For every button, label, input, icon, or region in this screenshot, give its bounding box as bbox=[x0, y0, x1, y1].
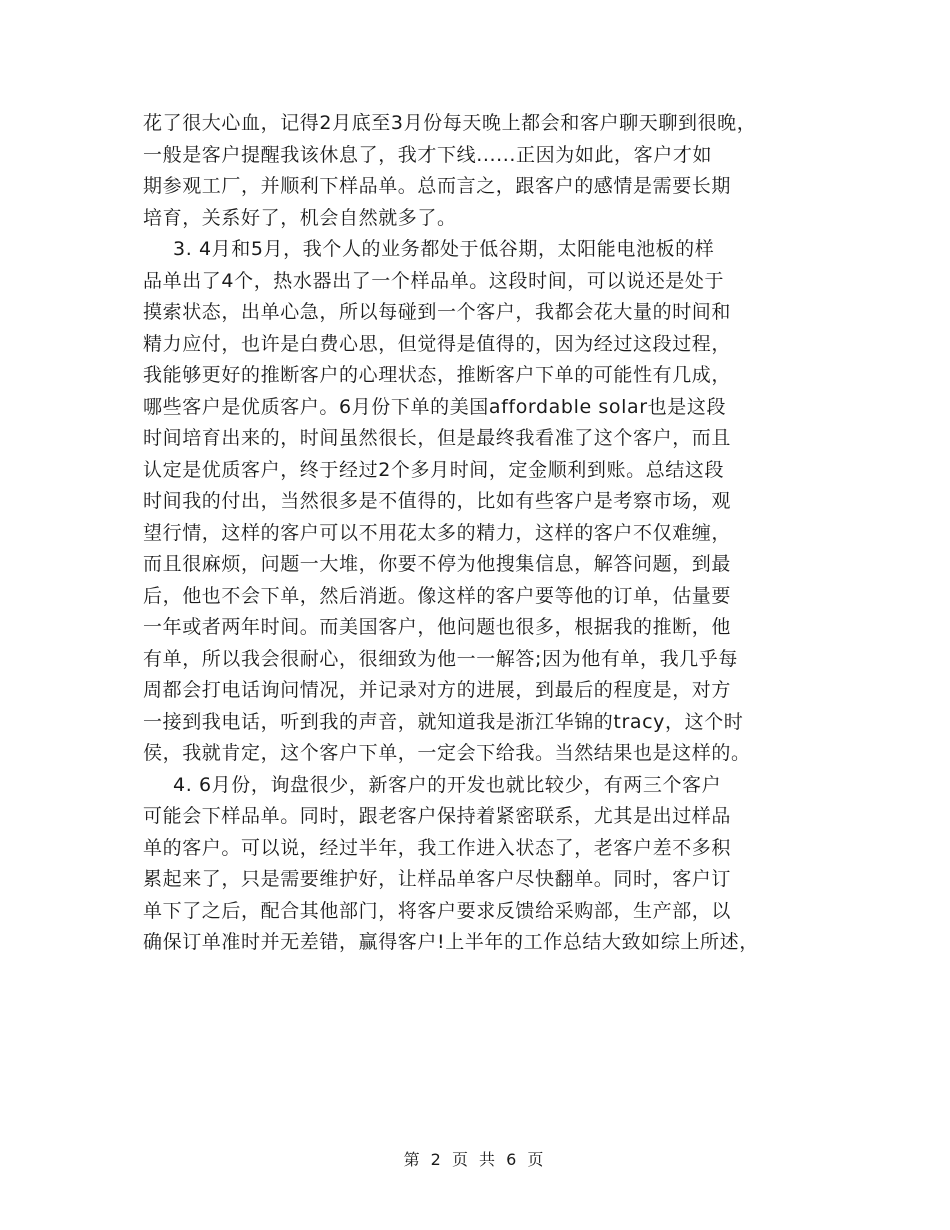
text-line: 精力应付，也许是白费心思，但觉得是值得的，因为经过这段过程， bbox=[143, 332, 732, 355]
text-line: 哪些客户是优质客户。6月份下单的美国affordable solar也是这段 bbox=[143, 395, 727, 418]
text-line: 时间培育出来的，时间虽然很长，但是最终我看准了这个客户，而且 bbox=[143, 427, 732, 449]
text-line: 一般是客户提醒我该休息了，我才下线......正因为如此，客户才如 bbox=[143, 143, 713, 166]
text-line: 单的客户。可以说，经过半年，我工作进入状态了，老客户差不多积 bbox=[143, 836, 732, 859]
text-line: 后，他也不会下单，然后消逝。像这样的客户要等他的订单，估量要 bbox=[143, 584, 732, 607]
text-line: 3. 4月和5月，我个人的业务都处于低谷期，太阳能电池板的样 bbox=[173, 238, 715, 260]
text-line: 可能会下样品单。同时，跟老客户保持着紧密联系，尤其是出过样品 bbox=[143, 805, 732, 827]
text-line: 有单，所以我会很耐心，很细致为他一一解答;因为他有单，我几乎每 bbox=[143, 647, 739, 670]
text-line: 确保订单准时并无差错，赢得客户!上半年的工作总结大致如综上所述， bbox=[143, 931, 759, 953]
text-line: 摸索状态，出单心急，所以每碰到一个客户，我都会花大量的时间和 bbox=[143, 301, 732, 323]
text-line: 认定是优质客户，终于经过2个多月时间，定金顺利到账。总结这段 bbox=[143, 458, 725, 481]
text-line: 而且很麻烦，问题一大堆，你要不停为他搜集信息，解答问题，到最 bbox=[143, 553, 732, 575]
text-line: 一接到我电话，听到我的声音，就知道我是浙江华锦的tracy，这个时 bbox=[143, 710, 744, 733]
text-line: 周都会打电话询问情况，并记录对方的进展，到最后的程度是，对方 bbox=[143, 679, 732, 701]
text-line: 4. 6月份，询盘很少，新客户的开发也就比较少，有两三个客户 bbox=[173, 773, 722, 796]
text-line: 我能够更好的推断客户的心理状态，推断客户下单的可能性有几成， bbox=[143, 364, 732, 386]
text-line: 单下了之后，配合其他部门，将客户要求反馈给采购部，生产部，以 bbox=[143, 899, 732, 922]
page-footer: 第 2 页 共 6 页 bbox=[403, 1150, 547, 1169]
text-line: 一年或者两年时间。而美国客户，他问题也很多，根据我的推断，他 bbox=[143, 616, 732, 638]
text-line: 期参观工厂，并顺利下样品单。总而言之，跟客户的感情是需要长期 bbox=[143, 175, 732, 197]
text-line: 花了很大心血，记得2月底至3月份每天晚上都会和客户聊天聊到很晚， bbox=[143, 112, 757, 134]
text-line: 侯，我就肯定，这个客户下单，一定会下给我。当然结果也是这样的。 bbox=[143, 742, 751, 764]
body-text bbox=[143, 108, 823, 959]
text-line: 品单出了4个，热水器出了一个样品单。这段时间，可以说还是处于 bbox=[143, 269, 725, 292]
text-line: 累起来了，只是需要维护好，让样品单客户尽快翻单。同时，客户订 bbox=[143, 868, 732, 890]
text-line: 望行情，这样的客户可以不用花太多的精力，这样的客户不仅难缠， bbox=[143, 521, 732, 544]
text-line: 时间我的付出，当然很多是不值得的，比如有些客户是考察市场，观 bbox=[143, 490, 732, 512]
text-line: 培育，关系好了，机会自然就多了。 bbox=[143, 206, 457, 229]
